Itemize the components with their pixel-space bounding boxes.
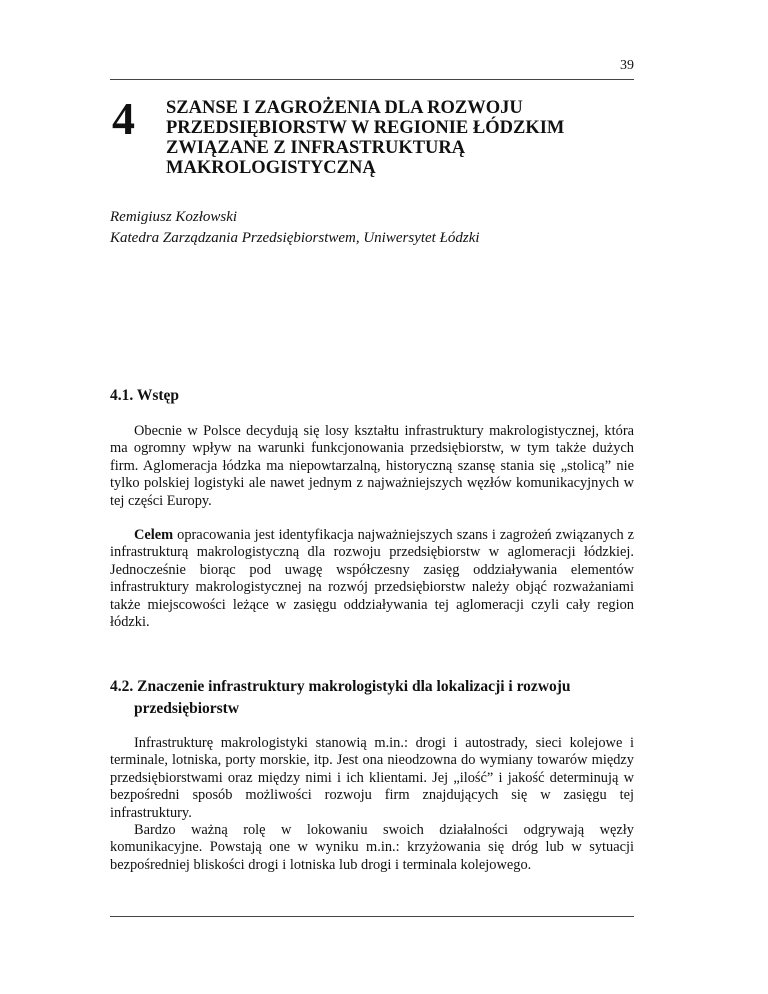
paragraph: [110, 735, 634, 822]
author-affiliation: Katedra Zarządzania Przedsiębiorstwem, Uniwersytet Łódzki: [110, 230, 480, 246]
author-block: [110, 207, 640, 249]
section-heading-intro: 4.1. Wstęp: [110, 387, 180, 404]
chapter-title-line: MAKROLOGISTYCZNĄ: [166, 158, 376, 178]
header-rule: [110, 79, 634, 80]
paragraph-text: Infrastrukturę makrologistyki stanowią m.in.: drogi i autostrady, sieci kolejowe i terminale, lotniska, porty morskie, itp. Jest ona nieodzowna do wymiany towarów między przedsiębiorstwami oraz między nimi i ich klientami. Jej „ilość” i jakość determinują w bezpośredni sposób możliwości rozwoju firm znajdujących się w zasięgu tej infrastruktury.: [110, 735, 634, 821]
chapter-title: [166, 98, 636, 178]
chapter-number: 4: [112, 93, 135, 144]
chapter-title-line: PRZEDSIĘBIORSTW W REGIONIE ŁÓDZKIM: [166, 118, 565, 138]
footer-rule: [110, 916, 634, 917]
chapter-title-line: ZWIĄZANE Z INFRASTRUKTURĄ: [166, 138, 466, 158]
page-number: 39: [620, 58, 634, 73]
paragraph-text: opracowania jest identyfikacja najważniejszych szans i zagrożeń związanych z infrastrukturą makrologistyczną dla rozwoju przedsiębiorstw w aglomeracji łódzkiej. Jednocześnie biorąc pod uwagę współczesny zasięg oddziaływania elementów infrastruktury makrologistycznej na rozwój przedsiębiorstw należy objąć rozważaniami także miejscowości leżące w zasięgu oddziaływania tej aglomeracji czyli cały region łódzki.: [110, 527, 634, 631]
paragraph-lead: Celem: [134, 527, 174, 543]
paragraph-text: Obecnie w Polsce decydują się losy kształtu infrastruktury makrologistycznej, która ma ogromny wpływ na warunki funkcjonowania przedsiębiorstw, w tym także dużych firm. Aglomeracja łódzka ma niepowtarzalną, historyczną szansę stania się „stolicą” nie tylko polskiej logistyki ale nawet jednym z najważniejszych węzłów komunikacyjnych w tej części Europy.: [110, 423, 634, 509]
paragraph-text: Bardzo ważną rolę w lokowaniu swoich działalności odgrywają węzły komunikacyjne. Powstają one w wyniku m.in.: krzyżowania się dróg lub w sytuacji bezpośredniej bliskości drogi i lotniska lub drogi i terminala kolejowego.: [110, 822, 634, 873]
section-heading-infrastructure: 4.2. Znaczenie infrastruktury makrologistyki dla lokalizacji i rozwoju przedsiębiorstw: [110, 678, 571, 717]
chapter-title-line: SZANSE I ZAGROŻENIA DLA ROZWOJU: [166, 98, 523, 118]
paragraph: [110, 423, 634, 510]
author-name: Remigiusz Kozłowski: [110, 209, 238, 225]
paragraph: [110, 527, 634, 631]
paragraph: [110, 822, 634, 874]
